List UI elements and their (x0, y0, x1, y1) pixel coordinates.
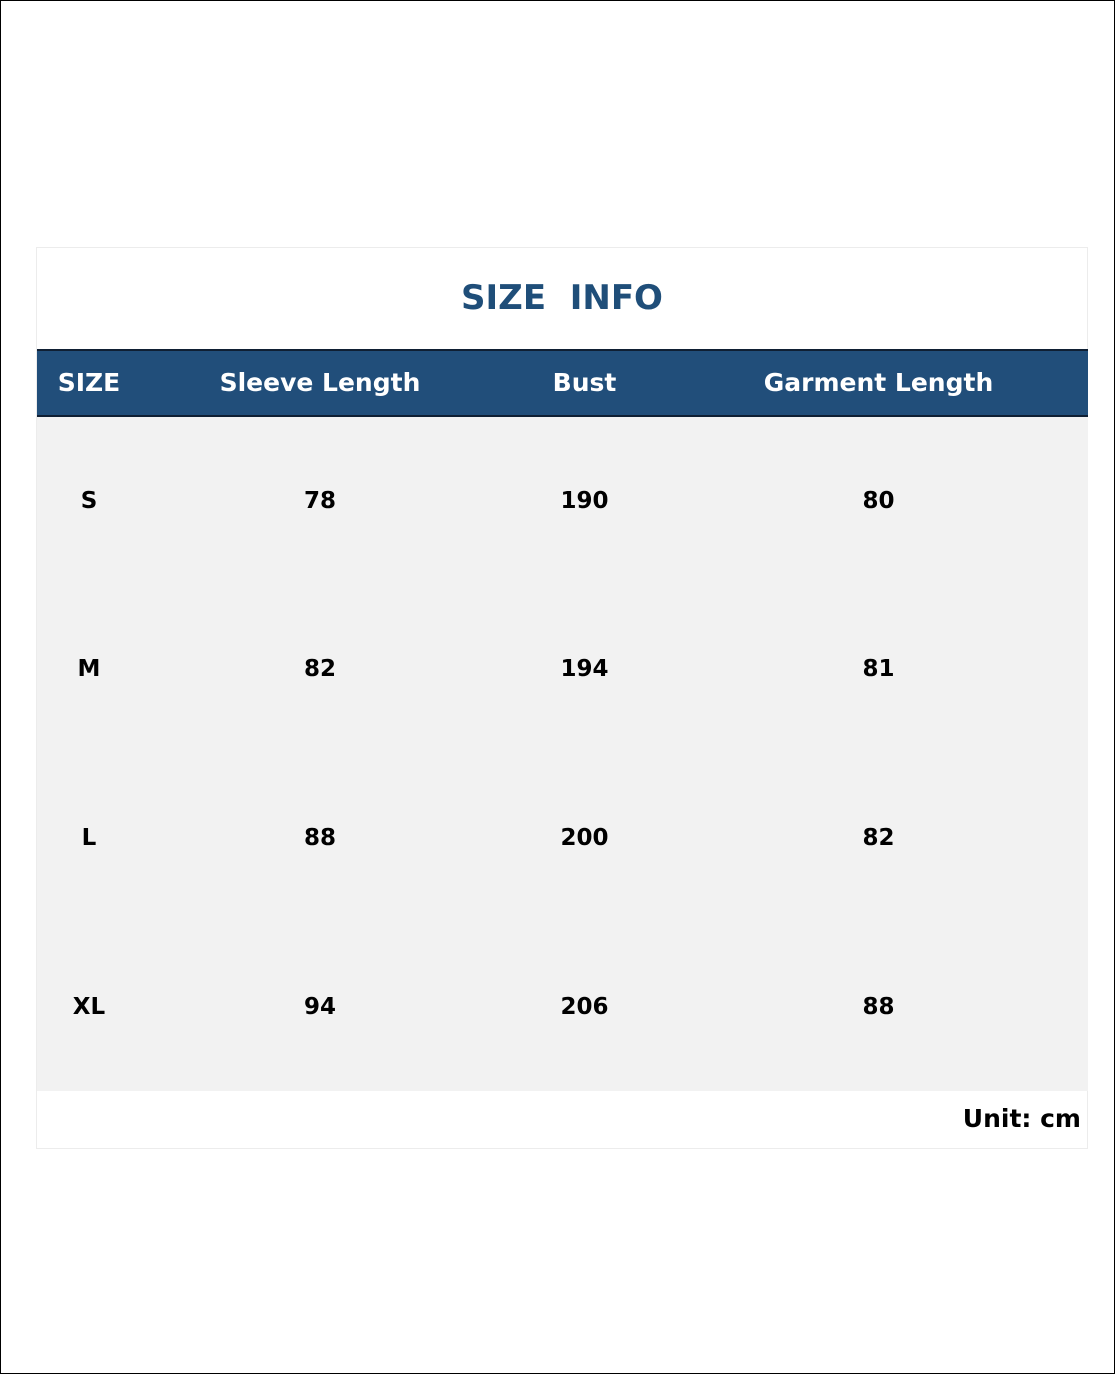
cell-size: S (80, 488, 98, 514)
cell-sleeve-length: 78 (303, 488, 336, 514)
table-body (37, 417, 1088, 1091)
cell-garment-length: 81 (862, 656, 895, 682)
cell-garment-length: 88 (862, 994, 895, 1020)
table-row (37, 923, 1088, 1092)
header-garment-length: Garment Length (763, 368, 994, 397)
cell-bust: 200 (560, 825, 609, 851)
cell-sleeve-length: 94 (303, 994, 336, 1020)
table-row (37, 754, 1088, 923)
cell-garment-length: 80 (862, 488, 895, 514)
table-row (37, 585, 1088, 754)
cell-bust: 190 (560, 488, 609, 514)
header-sleeve-length: Sleeve Length (219, 368, 421, 397)
unit-label: Unit: cm (962, 1104, 1081, 1133)
cell-bust: 194 (560, 656, 609, 682)
cell-sleeve-length: 88 (303, 825, 336, 851)
size-info-title: SIZE INFO (461, 278, 663, 318)
header-bust: Bust (552, 368, 617, 397)
header-size: SIZE (57, 368, 121, 397)
cell-size: L (81, 825, 97, 851)
cell-size: XL (72, 994, 106, 1020)
cell-garment-length: 82 (862, 825, 895, 851)
size-chart-card (36, 247, 1088, 1149)
cell-sleeve-length: 82 (303, 656, 336, 682)
cell-size: M (77, 656, 101, 682)
cell-bust: 206 (560, 994, 609, 1020)
table-header (37, 349, 1088, 417)
table-row (37, 417, 1088, 586)
